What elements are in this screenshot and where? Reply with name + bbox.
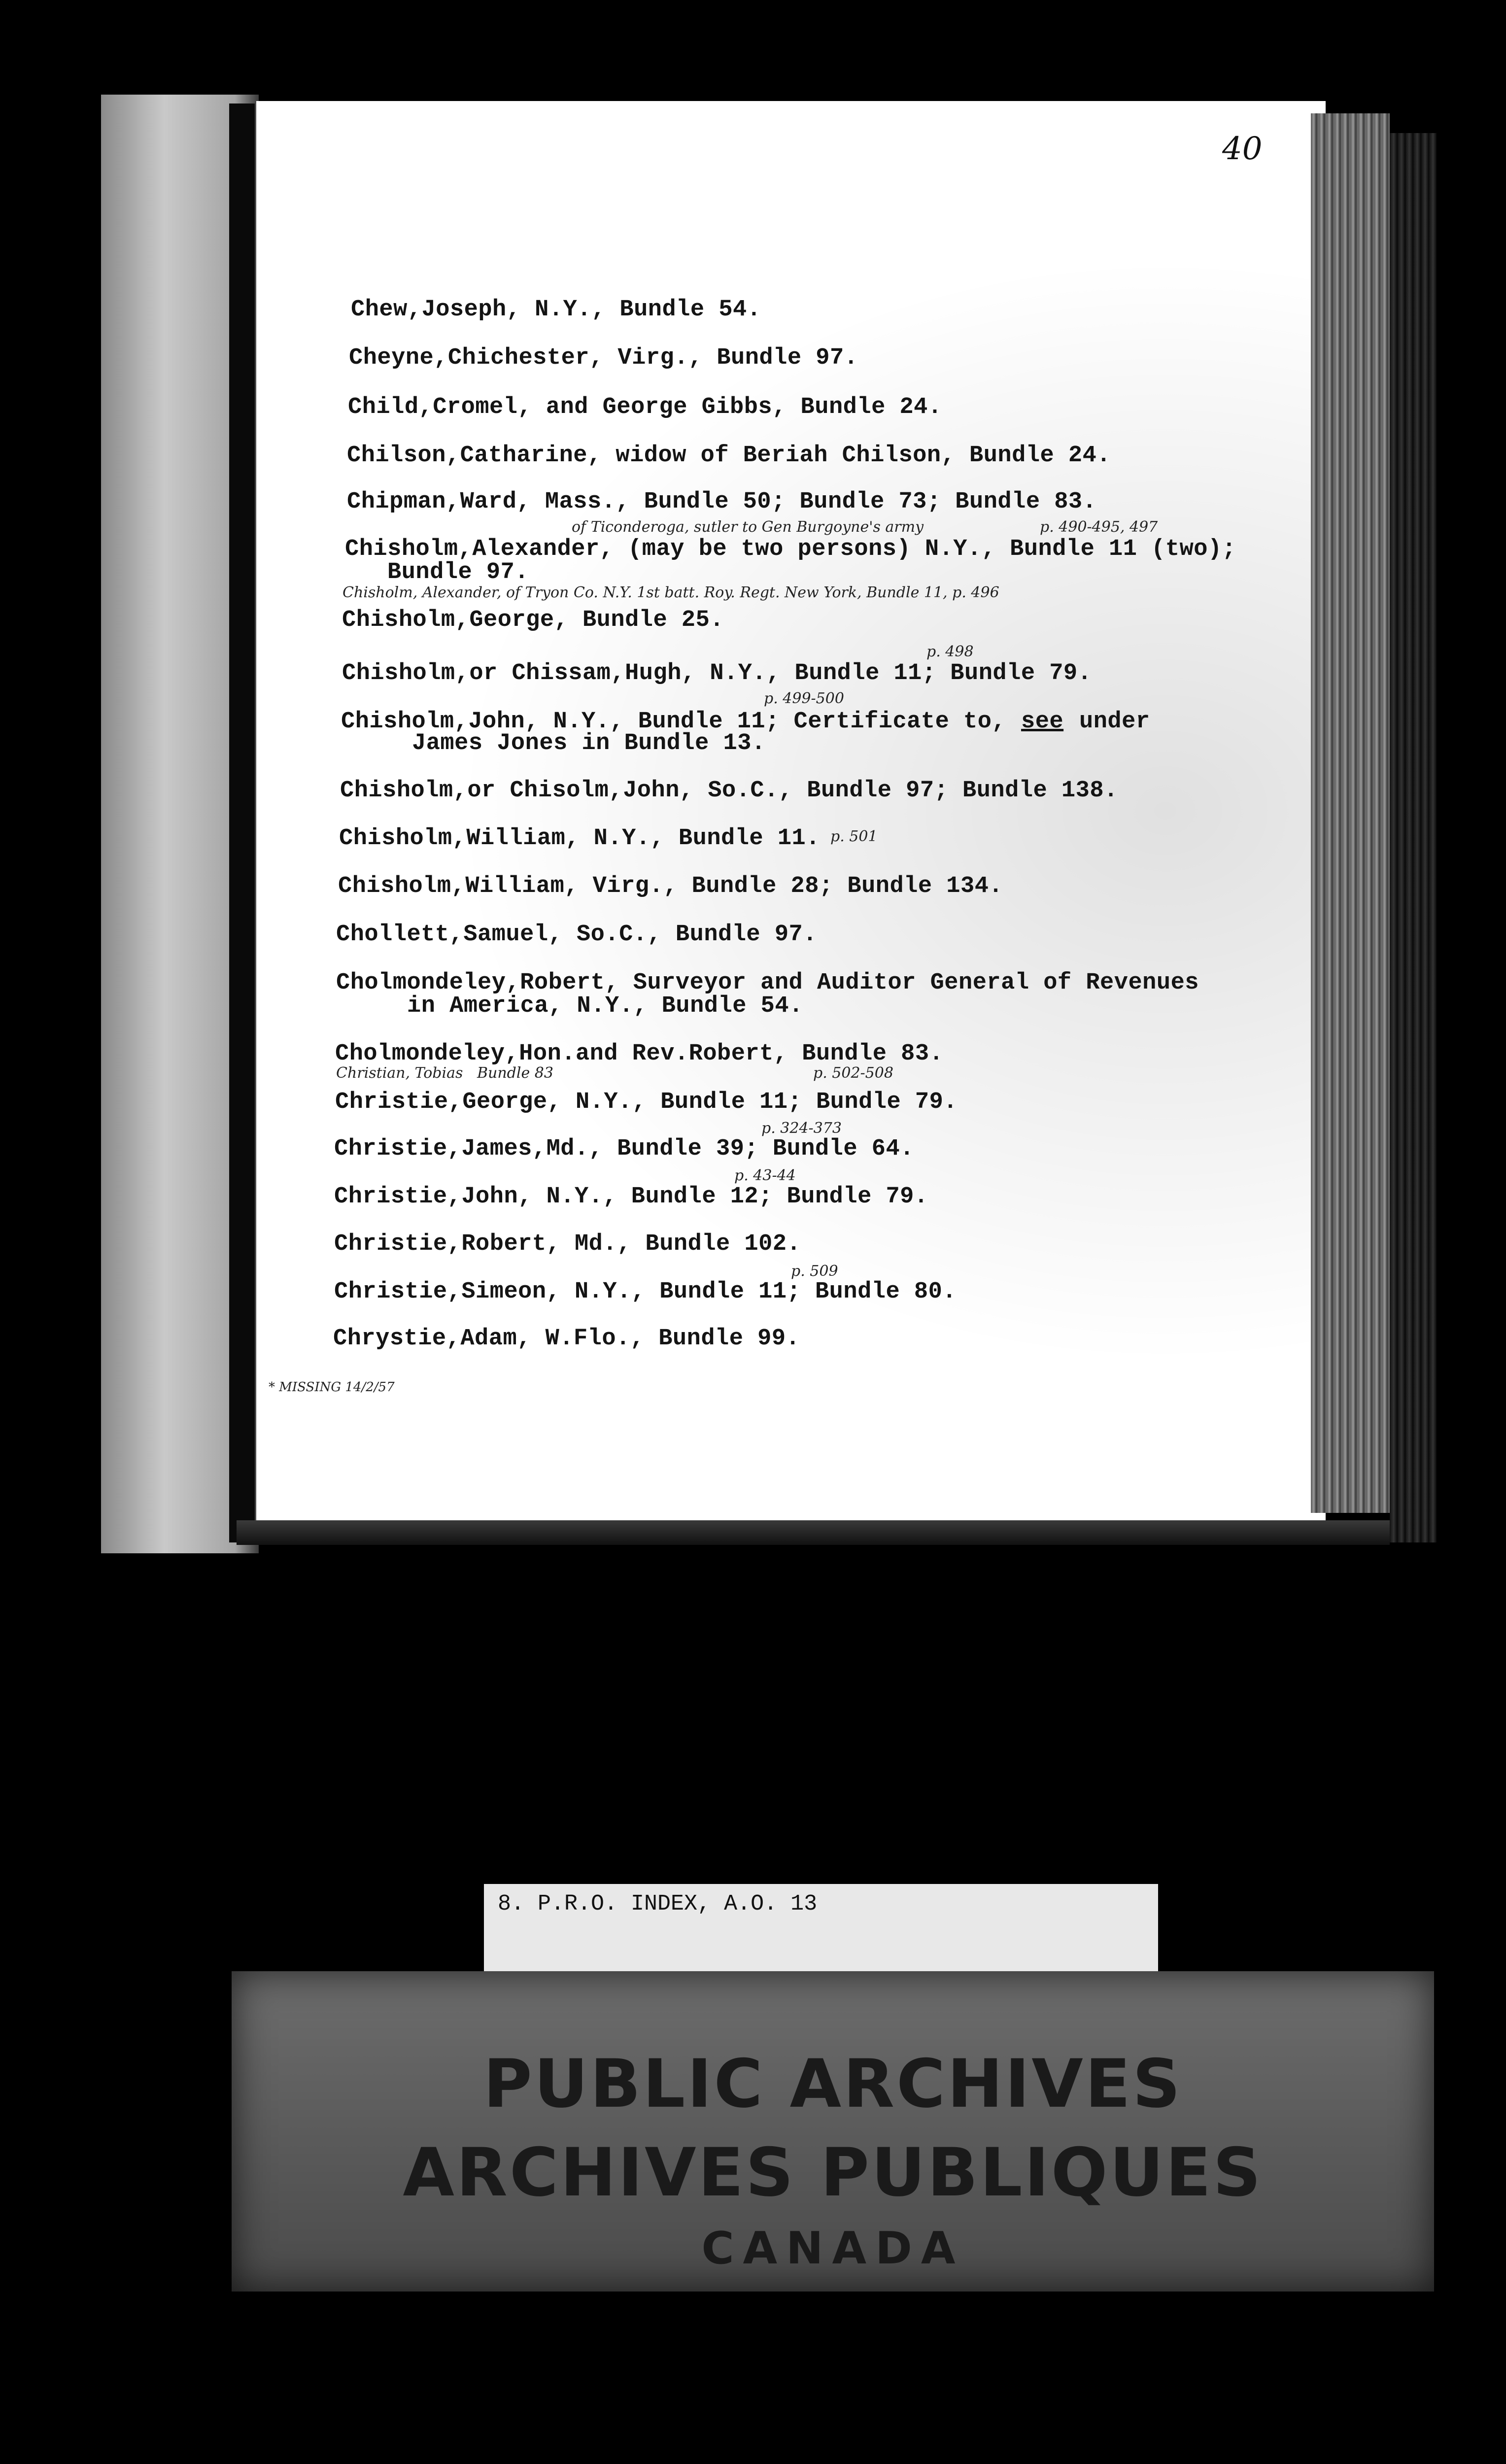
index-entry: Cholmondeley,Hon.and Rev.Robert, Bundle 83.	[335, 1041, 944, 1067]
handwritten-page-ref: p. 490-495, 497	[1040, 518, 1158, 536]
book-binding	[229, 103, 255, 1542]
index-entry: Chisholm,or Chisolm,John, So.C., Bundle 97; Bundle 138.	[340, 778, 1118, 804]
handwritten-note: Chisholm, Alexander, of Tryon Co. N.Y. 1st batt. Roy. Regt. New York, Bundle 11, p. 496	[342, 584, 999, 601]
handwritten-page-ref: p. 324-373	[761, 1120, 842, 1137]
handwritten-page-ref: p. 43-44	[734, 1167, 796, 1184]
page-bottom-edge	[237, 1520, 1390, 1545]
handwritten-page-ref: p. 501	[830, 828, 878, 845]
index-entry: Cholmondeley,Robert, Surveyor and Auditor General of Revenues	[336, 970, 1199, 996]
handwritten-page-ref: p. 502-508	[813, 1064, 893, 1082]
see-reference: see	[1021, 709, 1064, 735]
index-entry: Chisholm,William, N.Y., Bundle 11.	[339, 825, 820, 852]
stamp-line-country: CANADA	[701, 2223, 964, 2274]
index-entry: Chisholm,George, Bundle 25.	[342, 607, 724, 633]
page-stack-shadow	[1390, 133, 1437, 1542]
index-entry: Christie,George, N.Y., Bundle 11; Bundle 79.	[335, 1089, 958, 1115]
index-entry: Chisholm,John, N.Y., Bundle 11; Certificate to,	[341, 709, 1006, 735]
handwritten-page-ref: p. 498	[926, 643, 974, 660]
index-entry: Chew,Joseph, N.Y., Bundle 54.	[351, 297, 761, 323]
index-entry: Chisholm,or Chissam,Hugh, N.Y., Bundle 11; Bundle 79.	[342, 660, 1092, 686]
index-entry-continuation: in America, N.Y., Bundle 54.	[407, 993, 803, 1019]
index-entry: Christie,Robert, Md., Bundle 102.	[334, 1231, 801, 1257]
index-entry-continuation: James Jones in Bundle 13.	[412, 730, 766, 756]
index-entry: Chilson,Catharine, widow of Beriah Chilson, Bundle 24.	[347, 443, 1111, 469]
page-stack-edge	[1311, 113, 1390, 1513]
index-entry: Christie,James,Md., Bundle 39; Bundle 64.	[334, 1136, 914, 1162]
page-number: 40	[1222, 131, 1263, 167]
handwritten-page-ref: p. 499-500	[764, 690, 844, 707]
caption-text: 8. P.R.O. INDEX, A.O. 13	[498, 1891, 818, 1916]
index-entry: Child,Cromel, and George Gibbs, Bundle 24.	[348, 394, 942, 420]
stamp-line-french: ARCHIVES PUBLIQUES	[403, 2134, 1263, 2211]
index-entry: Chisholm,Alexander, (may be two persons) N.Y., Bundle 11 (two);	[345, 536, 1236, 562]
index-entry: Christie,John, N.Y., Bundle 12; Bundle 79.	[334, 1184, 928, 1210]
index-entry: Chrystie,Adam, W.Flo., Bundle 99.	[333, 1326, 800, 1352]
missing-note: * MISSING 14/2/57	[269, 1380, 395, 1395]
index-entry: Chisholm,William, Virg., Bundle 28; Bundle 134.	[338, 873, 1003, 899]
index-entry: Chipman,Ward, Mass., Bundle 50; Bundle 73; Bundle 83.	[347, 489, 1097, 515]
index-entry: Christie,Simeon, N.Y., Bundle 11; Bundle 80.	[334, 1279, 957, 1305]
index-entry-fragment: under	[1079, 709, 1150, 735]
index-entry: Chollett,Samuel, So.C., Bundle 97.	[336, 922, 817, 948]
handwritten-page-ref: p. 509	[791, 1263, 838, 1280]
handwritten-note: Christian, Tobias Bundle 83	[336, 1064, 553, 1082]
index-entry-continuation: Bundle 97.	[387, 559, 529, 585]
stamp-line-english: PUBLIC ARCHIVES	[483, 2045, 1183, 2122]
handwritten-note: of Ticonderoga, sutler to Gen Burgoyne's army	[572, 518, 924, 536]
index-entry: Cheyne,Chichester, Virg., Bundle 97.	[349, 345, 858, 371]
